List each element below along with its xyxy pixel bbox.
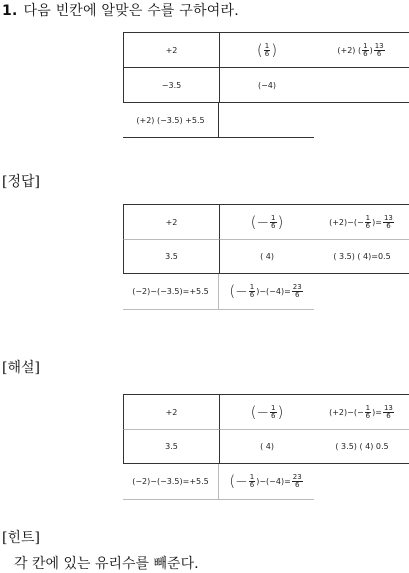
problem-cell-r1c1: +2 bbox=[123, 32, 219, 68]
explanation-table bbox=[123, 394, 409, 500]
fraction: $\frac{23}{6}$ bbox=[292, 283, 302, 299]
answer-cell-r1c1: +2 bbox=[123, 204, 219, 240]
explanation-cell-r2c1: 3.5 bbox=[123, 430, 219, 464]
explanation-cell-r1c1: +2 bbox=[123, 394, 219, 430]
problem-table bbox=[123, 32, 409, 138]
question bbox=[2, 0, 239, 20]
explanation-cell-r1c3: (+2)−(− $\frac{1}{6}$ )= $\frac{13}{6}$ bbox=[314, 394, 409, 430]
explanation-label: [해설] bbox=[2, 360, 40, 376]
fraction: $\frac{1}{6}$ bbox=[264, 41, 270, 58]
fraction: $\frac{1}{6}$ bbox=[249, 283, 255, 299]
problem-cell-r2c1: −3.5 bbox=[123, 68, 219, 103]
explanation-cell-r3c2: (− $\frac{1}{6}$ )−(−4)= $\frac{23}{6}$ bbox=[219, 464, 314, 500]
answer-cell-r1c3: (+2)−(− $\frac{1}{6}$ )= $\frac{13}{6}$ bbox=[314, 204, 409, 240]
answer-cell-r3c2: (− $\frac{1}{6}$ )−(−4)= $\frac{23}{6}$ bbox=[219, 274, 314, 310]
question-text: 다음 빈칸에 알맞은 수를 구하여라. bbox=[23, 3, 239, 19]
problem-cell-r3c2-empty bbox=[219, 103, 314, 138]
problem-cell-r1c2: ( $\frac{1}{6}$ ) bbox=[219, 32, 314, 68]
fraction: $\frac{1}{6}$ bbox=[249, 473, 255, 489]
problem-cell-r2c3-empty bbox=[314, 68, 409, 103]
problem-cell-r3c1: (+2) (−3.5) +5.5 bbox=[123, 103, 219, 138]
fraction: $\frac{1}{6}$ bbox=[363, 41, 368, 58]
answer-cell-r2c3: ( 3.5) ( 4)=0.5 bbox=[314, 240, 409, 274]
explanation-cell-r2c2: ( 4) bbox=[219, 430, 314, 464]
explanation-cell-r3c1: (−2)−(−3.5)=+5.5 bbox=[123, 464, 219, 500]
fraction: $\frac{13}{6}$ bbox=[383, 213, 393, 230]
answer-cell-r1c2: (− $\frac{1}{6}$ ) bbox=[219, 204, 314, 240]
fraction: $\frac{1}{6}$ bbox=[271, 403, 276, 420]
hint-text: 각 칸에 있는 유리수를 빼준다. bbox=[14, 556, 199, 572]
answer-cell-r3c1: (−2)−(−3.5)=+5.5 bbox=[123, 274, 219, 310]
answer-cell-r2c1: 3.5 bbox=[123, 240, 219, 274]
problem-cell-r1c3: (+2) ( $\frac{1}{6}$ ) $\frac{13}{6}$ bbox=[314, 32, 409, 68]
hint-label: [힌트] bbox=[2, 530, 40, 546]
answer-table bbox=[123, 204, 409, 310]
answer-label: [정답] bbox=[2, 174, 40, 190]
fraction: $\frac{13}{6}$ bbox=[374, 41, 384, 58]
answer-cell-r2c2: ( 4) bbox=[219, 240, 314, 274]
fraction: $\frac{13}{6}$ bbox=[383, 403, 393, 420]
explanation-cell-r2c3: ( 3.5) ( 4) 0.5 bbox=[314, 430, 409, 464]
question-number: 1. bbox=[2, 3, 18, 19]
explanation-cell-r1c2: (− $\frac{1}{6}$ ) bbox=[219, 394, 314, 430]
problem-cell-r2c2: (−4) bbox=[219, 68, 314, 103]
fraction: $\frac{1}{6}$ bbox=[365, 213, 371, 230]
fraction: $\frac{1}{6}$ bbox=[271, 213, 276, 230]
fraction: $\frac{1}{6}$ bbox=[365, 403, 371, 420]
fraction: $\frac{23}{6}$ bbox=[292, 473, 302, 489]
